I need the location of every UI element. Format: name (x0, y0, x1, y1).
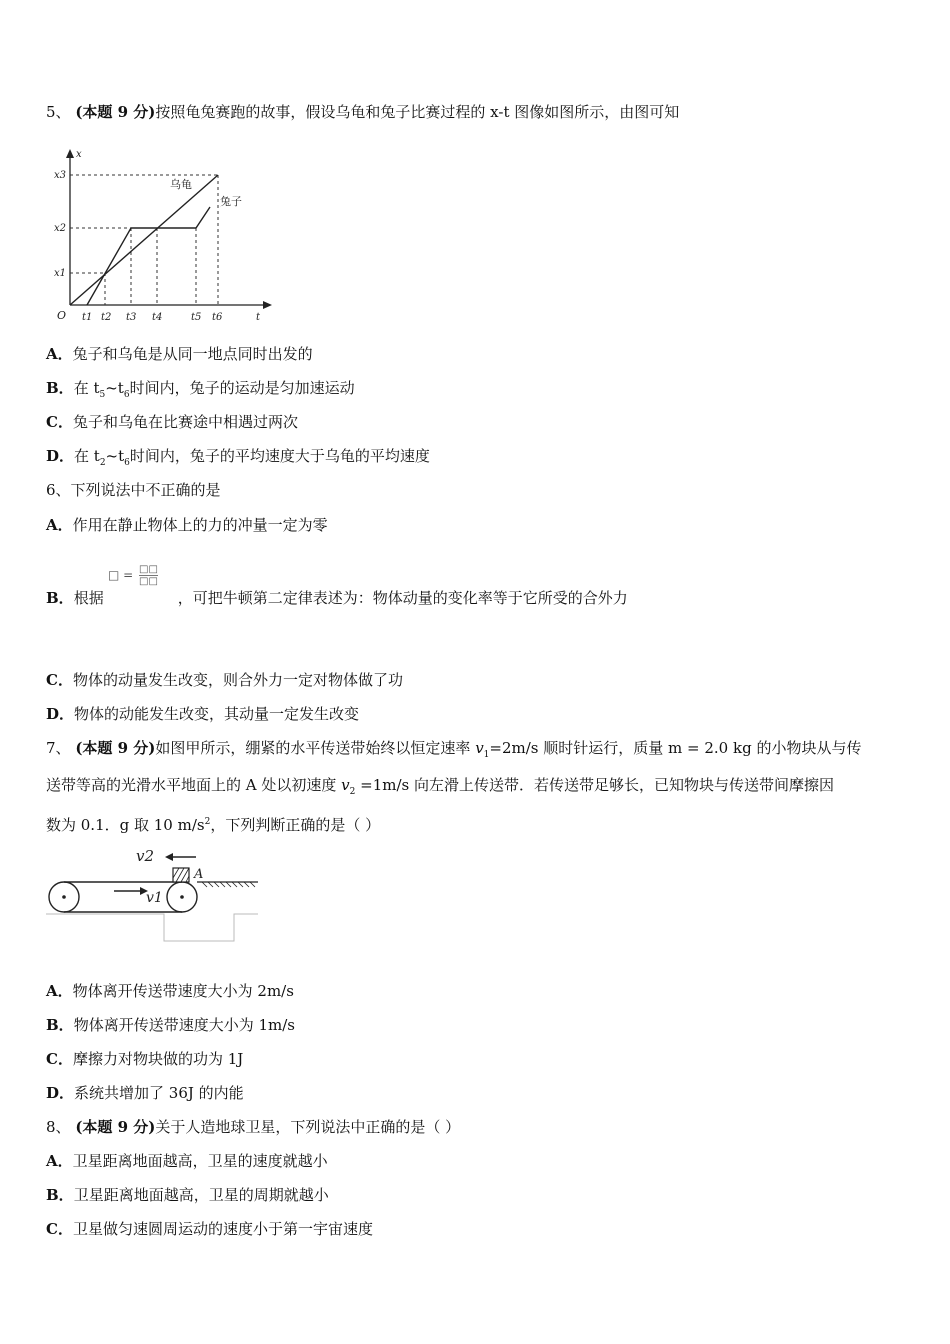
q6-option-d[interactable]: D．物体的动能发生改变，其动量一定发生改变 (46, 705, 360, 723)
turtle-label: 乌龟 (170, 178, 192, 191)
q6-option-c[interactable]: C．物体的动量发生改变，则合外力一定对物体做了功 (46, 671, 403, 689)
q5-xt-graph (50, 145, 275, 325)
q5-score: (本题 9 分) (75, 103, 156, 121)
t2-label: t2 (101, 312, 112, 323)
x-axis-label: x (76, 149, 82, 160)
t6-label: t6 (212, 312, 223, 323)
block (173, 868, 189, 882)
q8-option-b[interactable]: B．卫星距离地面越高，卫星的周期就越小 (46, 1186, 329, 1204)
q5-option-c[interactable]: C．兔子和乌龟在比赛途中相遇过两次 (46, 413, 298, 431)
right-pulley-axle (180, 895, 184, 899)
t3-label: t3 (126, 312, 137, 323)
rabbit-line (87, 207, 210, 305)
x3-label: x3 (54, 170, 67, 181)
q7-option-c[interactable]: C．摩擦力对物块做的功为 1J (46, 1050, 244, 1068)
q8-option-c[interactable]: C．卫星做匀速圆周运动的速度小于第一宇宙速度 (46, 1220, 373, 1238)
origin-label: O (57, 309, 67, 322)
q7-option-a[interactable]: A．物体离开传送带速度大小为 2m/s (46, 982, 294, 1000)
point-a-label: A (194, 867, 204, 882)
q7-conveyor-figure (44, 845, 262, 945)
rabbit-label: 兔子 (220, 195, 242, 208)
q8-option-a[interactable]: A．卫星距离地面越高，卫星的速度就越小 (46, 1152, 328, 1170)
q7-stem-line1: 7、 (本题 9 分)如图甲所示，绷紧的水平传送带始终以恒定速率 $v_1=2m/s$ 顺时针运行，质量 m = 2.0 kg 的小物块从与传 (46, 739, 862, 760)
v2-arrowhead (165, 853, 173, 861)
formula-numerator: □□ (139, 564, 158, 575)
x1-label: x1 (54, 268, 67, 279)
formula-denominator: □□ (139, 576, 158, 587)
t-axis-label: t (256, 312, 261, 323)
q7-stem-line2: 送带等高的光滑水平地面上的 A 处以初速度 $v_2 =1m/s$ 向左滑上传送带．若传送带足够长，已知物块与传送带间摩擦因 (46, 776, 834, 797)
q6-formula (108, 564, 158, 587)
x2-label: x2 (54, 223, 67, 234)
q8-stem: 8、 (本题 9 分)关于人造地球卫星，下列说法中正确的是（ ） (46, 1118, 461, 1136)
q7-option-d[interactable]: D．系统共增加了 36J 的内能 (46, 1084, 244, 1102)
x-axis-arrow (66, 149, 74, 158)
t1-label: t1 (82, 312, 93, 323)
q5-option-d[interactable]: D．在 $t_2\sim t_6$时间内，兔子的平均速度大于乌龟的平均速度 (46, 447, 430, 468)
q5-stem (46, 102, 679, 122)
left-pulley-axle (62, 895, 66, 899)
q7-stem-line3: 数为 0.1．g 取 10 $m/s^2$，下列判断正确的是（ ） (46, 816, 381, 834)
t4-label: t4 (152, 312, 163, 323)
q7-option-b[interactable]: B．物体离开传送带速度大小为 1m/s (46, 1016, 295, 1034)
formula-lhs: □ = (108, 568, 134, 582)
v2-label: v2 (136, 847, 155, 865)
q6-option-a[interactable]: A．作用在静止物体上的力的冲量一定为零 (46, 516, 328, 534)
base-outline (46, 914, 258, 941)
q6-stem: 6、下列说法中不正确的是 (46, 481, 221, 499)
t5-label: t5 (191, 312, 202, 323)
v1-label: v1 (146, 890, 163, 906)
q5-number: 5、 (46, 103, 71, 121)
q5-option-b[interactable]: B．在 $t_5\sim t_6$时间内，兔子的运动是匀加速运动 (46, 379, 355, 400)
t-axis-arrow (263, 301, 272, 309)
q5-stem-text: 按照龟兔赛跑的故事，假设乌龟和兔子比赛过程的 x-t 图像如图所示，由图可知 (155, 103, 680, 121)
q6-option-b[interactable]: B．根据 ，可把牛顿第二定律表述为：物体动量的变化率等于它所受的合外力 (46, 589, 628, 607)
q5-option-a[interactable]: A．兔子和乌龟是从同一地点同时出发的 (46, 345, 313, 363)
